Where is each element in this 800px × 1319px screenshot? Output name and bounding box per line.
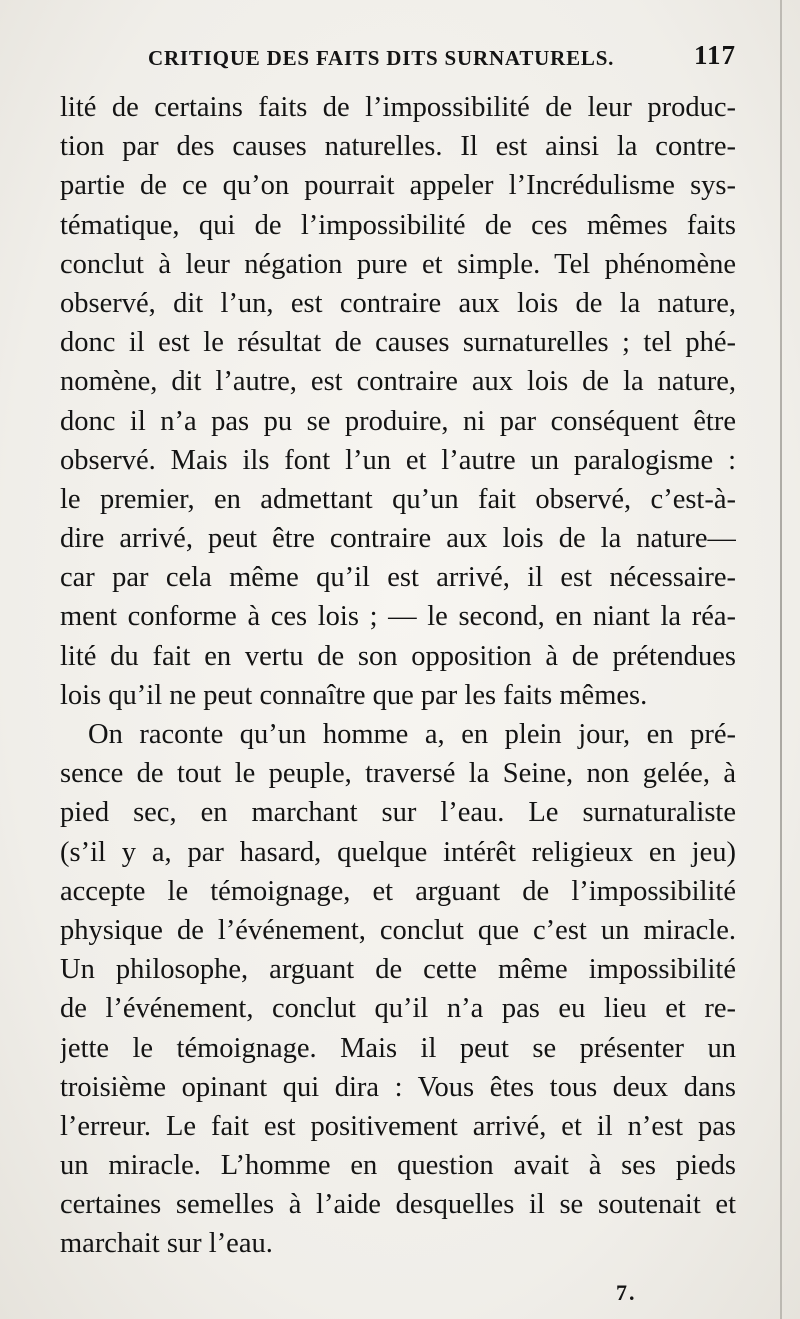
- text-line: jette le témoignage. Mais il peut se présenter un: [60, 1032, 736, 1064]
- text-line: sence de tout le peuple, traversé la Seine, non gelée, à: [60, 758, 736, 790]
- text-line: observé, dit l’un, est contraire aux lois de la nature,: [60, 287, 736, 319]
- text-line: dire arrivé, peut être contraire aux lois de la nature—: [60, 523, 736, 555]
- text-line: lois qu’il ne peut connaître que par les faits mêmes.: [60, 679, 648, 711]
- running-head: CRITIQUE DES FAITS DITS SURNATURELS.: [148, 46, 615, 70]
- text-line: accepte le témoignage, et arguant de l’impossibilité: [60, 875, 736, 907]
- text-line: troisième opinant qui dira : Vous êtes tous deux dans: [60, 1071, 736, 1103]
- text-line: le premier, en admettant qu’un fait observé, c’est-à-: [60, 483, 736, 515]
- text-line: partie de ce qu’on pourrait appeler l’Incrédulisme sys-: [60, 170, 736, 202]
- text-line: Un philosophe, arguant de cette même impossibilité: [60, 954, 736, 986]
- text-line: lité du fait en vertu de son opposition à de prétendues: [60, 640, 736, 672]
- text-line: pied sec, en marchant sur l’eau. Le surnaturaliste: [60, 797, 736, 829]
- text-line: (s’il y a, par hasard, quelque intérêt religieux en jeu): [60, 836, 736, 868]
- text-line: tion par des causes naturelles. Il est ainsi la contre-: [60, 131, 736, 163]
- page-edge-shadow: [780, 0, 782, 1319]
- text-line: donc il n’a pas pu se produire, ni par conséquent être: [60, 405, 736, 437]
- text-line: On raconte qu’un homme a, en plein jour, en pré-: [88, 719, 736, 750]
- page-number: 117: [693, 40, 736, 70]
- text-line: physique de l’événement, conclut que c’est un miracle.: [60, 914, 736, 946]
- text-line: conclut à leur négation pure et simple. Tel phénomène: [60, 248, 736, 280]
- text-line: certaines semelles à l’aide desquelles il se soutenait et: [60, 1189, 736, 1221]
- text-line: car par cela même qu’il est arrivé, il est nécessaire-: [60, 562, 736, 594]
- text-line: marchait sur l’eau.: [60, 1228, 273, 1260]
- page-header: [60, 40, 736, 80]
- body-text: [60, 88, 736, 1264]
- text-line: l’erreur. Le fait est positivement arrivé, et il n’est pas: [60, 1110, 736, 1142]
- text-line: lité de certains faits de l’impossibilité de leur produc-: [60, 92, 736, 123]
- signature-mark: 7.: [616, 1280, 637, 1305]
- text-line: ment conforme à ces lois ; — le second, en niant la réa-: [60, 601, 736, 633]
- text-line: donc il est le résultat de causes surnaturelles ; tel phé-: [60, 327, 736, 359]
- text-line: observé. Mais ils font l’un et l’autre un paralogisme :: [60, 444, 736, 476]
- text-line: de l’événement, conclut qu’il n’a pas eu lieu et re-: [60, 993, 736, 1025]
- text-line: tématique, qui de l’impossibilité de ces mêmes faits: [60, 209, 736, 241]
- text-line: nomène, dit l’autre, est contraire aux lois de la nature,: [60, 366, 736, 398]
- text-line: un miracle. L’homme en question avait à ses pieds: [60, 1150, 736, 1182]
